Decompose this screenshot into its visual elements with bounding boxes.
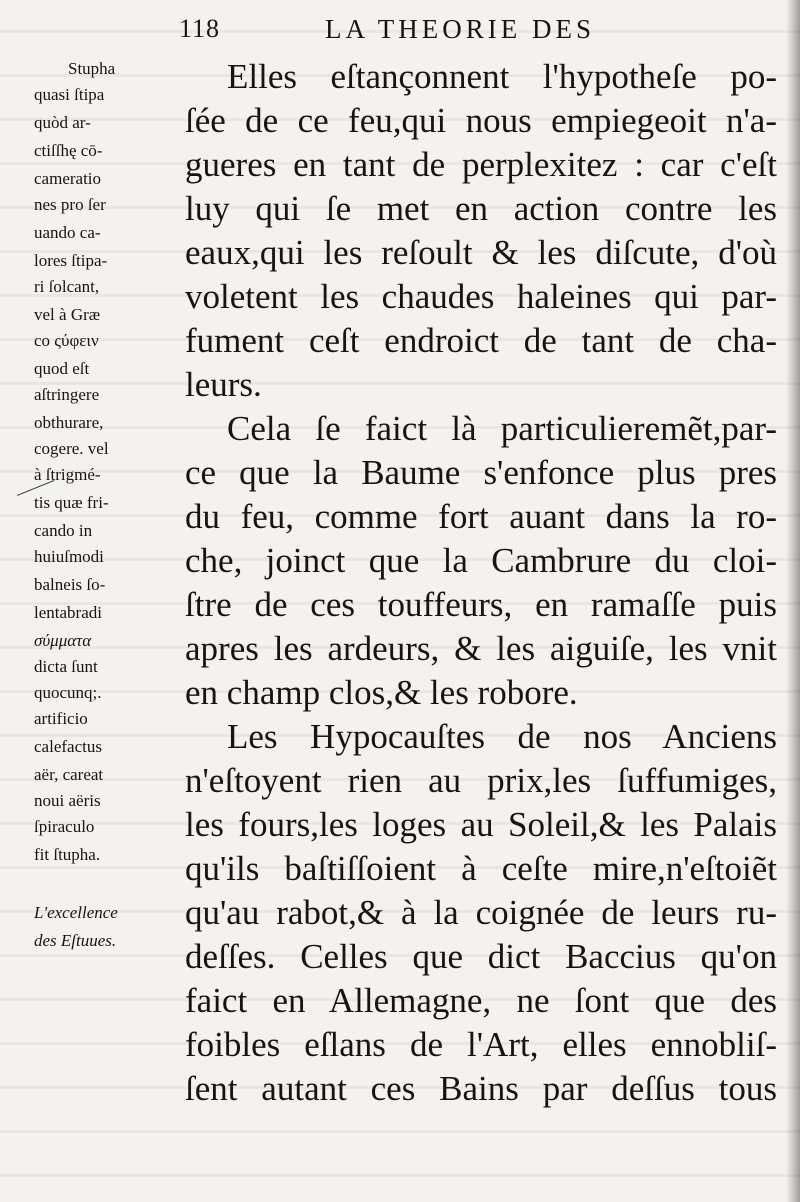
margin-note-line: quocunq;. bbox=[34, 683, 102, 702]
text-line: Cela ſe faict là particulieremẽt,par- bbox=[227, 409, 777, 448]
text-line: qu'ils baſtiſſoient à ceſte mire,n'eſtoiẽt bbox=[185, 849, 777, 888]
text-line: Elles eſtançonnent l'hypotheſe po- bbox=[227, 57, 777, 96]
text-line: en champ clos,& les robore. bbox=[185, 673, 578, 712]
margin-note-line: aſtringere bbox=[34, 385, 100, 404]
margin-note-line: cameratio bbox=[34, 169, 102, 188]
margin-note-line: Stupha bbox=[68, 59, 116, 78]
text-line: foibles eſlans de l'Art, elles ennobliſ- bbox=[185, 1025, 777, 1064]
margin-note-line: calefactus bbox=[34, 737, 102, 756]
gutter-shadow bbox=[786, 0, 800, 1202]
text-line: fument ceſt endroict de tant de cha- bbox=[185, 321, 777, 360]
margin-note-line: σύμματα bbox=[34, 631, 92, 650]
text-line: apres les ardeurs, & les aiguiſe, les vnit bbox=[185, 629, 777, 668]
text-line: ſtre de ces touffeurs, en ramaſſe puis bbox=[185, 585, 777, 624]
text-line: n'eſtoyent rien au prix,les ſuffumiges, bbox=[185, 761, 777, 800]
margin-note-line: quòd ar- bbox=[34, 113, 91, 132]
margin-bracket bbox=[17, 480, 64, 520]
margin-note-line: uando ca- bbox=[34, 223, 101, 242]
margin-note-line: L'excellence bbox=[34, 903, 118, 922]
margin-note-line: des Eſtuues. bbox=[34, 931, 117, 950]
text-line: voletent les chaudes haleines qui par- bbox=[185, 277, 777, 316]
text-line: che, joinct que la Cambrure du cloi- bbox=[185, 541, 777, 580]
margin-note-line: quod eſt bbox=[34, 359, 90, 378]
margin-note-line: quasi ſtipa bbox=[34, 85, 105, 104]
margin-note-line: lentabradi bbox=[34, 603, 102, 622]
text-line: Les Hypocauſtes de nos Anciens bbox=[227, 717, 777, 756]
page-header bbox=[175, 14, 775, 54]
margin-note-line: nes pro ſer bbox=[34, 195, 106, 214]
margin-note-line: ctiſſhę cō- bbox=[34, 141, 103, 160]
margin-note-line: ſpiraculo bbox=[34, 817, 95, 836]
text-line: ce que la Baume s'enfonce plus pres bbox=[185, 453, 777, 492]
text-line: qu'au rabot,& à la coignée de leurs ru- bbox=[185, 893, 777, 932]
margin-note-line: huiuſmodi bbox=[34, 547, 104, 566]
text-line: du feu, comme fort auant dans la ro- bbox=[185, 497, 777, 536]
margin-note-line: obthurare, bbox=[34, 413, 104, 432]
margin-note-line: ri ſolcant, bbox=[34, 277, 100, 296]
text-line: ſent autant ces Bains par deſſus tous bbox=[185, 1069, 777, 1108]
margin-note-line: fit ſtupha. bbox=[34, 845, 101, 864]
margin-note-line: vel à Græ bbox=[34, 305, 101, 324]
margin-note-line: co ςύφειν bbox=[34, 331, 99, 350]
margin-note-line: balneis ſo- bbox=[34, 575, 106, 594]
text-line: gueres en tant de perplexitez : car c'eſt bbox=[185, 145, 777, 184]
text-line: les fours,les loges au Soleil,& les Palais bbox=[185, 805, 777, 844]
text-line: luy qui ſe met en action contre les bbox=[185, 189, 777, 228]
text-line: deſſes. Celles que dict Baccius qu'on bbox=[185, 937, 777, 976]
text-line: eaux,qui les reſoult & les diſcute, d'où bbox=[185, 233, 777, 272]
text-line: ſée de ce feu,qui nous empiegeoit n'a- bbox=[185, 101, 777, 140]
margin-note-line: tis quæ fri- bbox=[34, 493, 109, 512]
running-title: LA THEORIE DES bbox=[325, 14, 595, 44]
margin-note-line: dicta ſunt bbox=[34, 657, 98, 676]
margin-note-line: à ſtrigmé- bbox=[34, 465, 101, 484]
margin-note-line: noui aëris bbox=[34, 791, 101, 810]
margin-note-line: aër, careat bbox=[34, 765, 104, 784]
margin-note-line: cogere. vel bbox=[34, 439, 109, 458]
page-number: 118 bbox=[179, 14, 221, 43]
text-line: faict en Allemagne, ne ſont que des bbox=[185, 981, 777, 1020]
text-line: leurs. bbox=[185, 365, 262, 404]
margin-note-line: artificio bbox=[34, 709, 88, 728]
margin-note-line: lores ſtipa- bbox=[34, 251, 108, 270]
margin-note-line: cando in bbox=[34, 521, 93, 540]
